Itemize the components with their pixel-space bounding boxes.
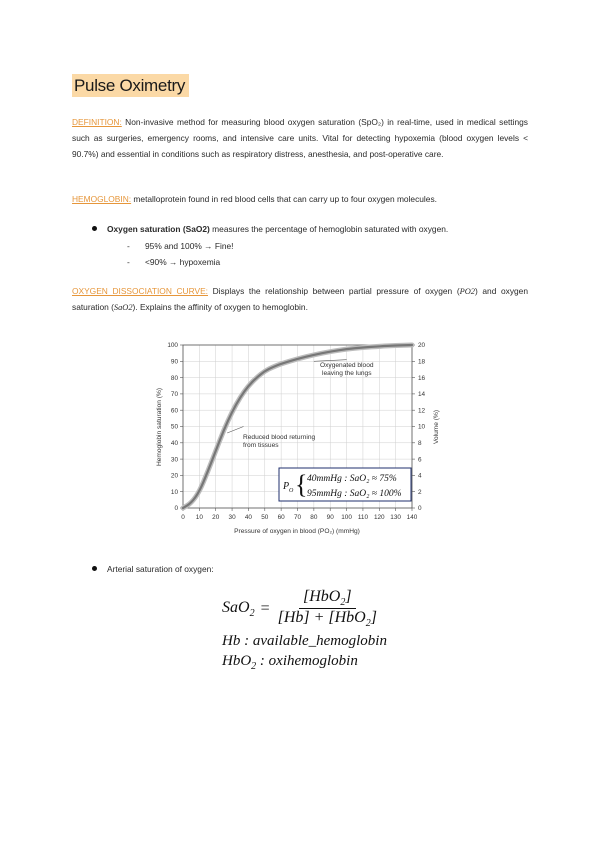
annotation-oxygenated-1: Oxygenated blood	[320, 362, 374, 369]
y2-tick-label: 4	[418, 472, 422, 480]
saturation-sub-1-text: 95% and 100% → Fine!	[145, 241, 234, 251]
saturation-sub-1: - 95% and 100% → Fine!	[127, 241, 234, 251]
inset-line-1: 40mmHg : SaO₂ ≈ 75%	[307, 474, 397, 484]
y-tick-label: 0	[174, 505, 178, 513]
odc-po2: PO2	[459, 287, 475, 296]
x-tick-label: 140	[406, 514, 418, 521]
definition-paragraph	[72, 115, 528, 162]
x-tick-label: 110	[357, 514, 369, 521]
hemoglobin-text: metalloprotein found in red blood cells that can carry up to four oxygen molecules.	[131, 194, 437, 204]
y2-tick-label: 8	[418, 440, 422, 447]
y2-tick-label: 18	[418, 358, 426, 366]
formula-fraction	[276, 588, 379, 629]
x-tick-label: 120	[373, 514, 385, 521]
formula-line-1: SaO$_2$ = [HbO$_2$] [Hb] + [HbO$_2$]	[222, 588, 377, 630]
x-tick-label: 10	[195, 514, 203, 521]
y-tick-label: 70	[170, 391, 178, 399]
formula-lhs: SaO$_2$	[222, 598, 255, 619]
saturation-bullet	[92, 224, 448, 234]
x-tick-label: 40	[244, 514, 252, 521]
x-axis-label: Pressure of oxygen in blood (PO₂) (mmHg)	[234, 528, 360, 535]
x-tick-label: 50	[261, 514, 269, 521]
formula-numerator: [HbO$_2$]	[299, 588, 356, 609]
sao2-formula	[222, 588, 387, 672]
bullet-dot	[92, 226, 97, 231]
annotation-reduced-1: Reduced blood returning	[243, 434, 316, 441]
x-tick-label: 70	[293, 514, 302, 521]
x-tick-label: 100	[341, 514, 352, 521]
bullet-dot	[92, 566, 97, 571]
y2-tick-label: 6	[418, 456, 422, 464]
y-tick-label: 80	[170, 374, 178, 382]
odc-text-1: Displays the relationship between partial pressure of oxygen (	[208, 286, 460, 296]
x-tick-label: 60	[277, 514, 285, 521]
page-title: Pulse Oximetry	[72, 74, 189, 97]
y2-tick-label: 12	[418, 407, 426, 415]
hemoglobin-label: HEMOGLOBIN:	[72, 194, 132, 204]
x-tick-label: 80	[310, 514, 318, 521]
odc-label: OXYGEN DISSOCIATION CURVE:	[72, 286, 208, 296]
y2-axis-label: Volume (%)	[433, 409, 440, 445]
y2-tick-label: 20	[418, 342, 426, 350]
odc-text-2: ) and oxygen saturation (	[72, 286, 528, 312]
y-tick-label: 30	[170, 456, 178, 464]
hemoglobin-paragraph	[72, 192, 528, 208]
x-tick-label: 0	[181, 514, 185, 521]
inset-brace: {	[295, 470, 308, 499]
y-tick-label: 10	[170, 488, 178, 496]
formula-line-3: HbO$_2$ : oxihemoglobin	[222, 653, 358, 673]
odc-sao2: SaO2	[113, 302, 133, 312]
y-tick-label: 60	[170, 407, 178, 415]
odc-paragraph	[72, 284, 528, 316]
definition-label: DEFINITION:	[72, 117, 122, 127]
arterial-bullet	[92, 564, 214, 574]
saturation-sub-2-text: <90% → hypoxemia	[145, 257, 221, 267]
saturation-rest: measures the percentage of hemoglobin saturated with oxygen.	[209, 224, 449, 234]
formula-denominator: [Hb] + [HbO$_2$]	[277, 609, 377, 630]
y2-tick-label: 16	[418, 374, 426, 382]
x-tick-label: 130	[390, 514, 401, 521]
y-tick-label: 40	[170, 440, 178, 447]
reduced-pointer	[227, 427, 243, 434]
y-tick-label: 100	[167, 342, 178, 350]
x-tick-label: 90	[326, 514, 334, 521]
page-title-wrap	[72, 74, 189, 97]
x-tick-label: 20	[212, 514, 220, 521]
saturation-sub-2: - <90% → hypoxemia	[127, 257, 221, 267]
inset-line-2: 95mmHg : SaO₂ ≈ 100%	[307, 489, 402, 499]
annotation-oxygenated-2: leaving the lungs	[322, 370, 372, 377]
y2-tick-label: 10	[418, 423, 426, 431]
x-tick-label: 30	[228, 514, 236, 521]
inset-label: P	[283, 481, 290, 492]
y2-tick-label: 14	[418, 391, 426, 399]
formula-line-2: Hb : available_hemoglobin	[222, 633, 387, 650]
y2-tick-label: 2	[418, 488, 422, 496]
y2-tick-label: 0	[418, 505, 422, 513]
definition-text: Non-invasive method for measuring blood oxygen saturation (SpO₂) in real-time, used in medical settings such as surgeries, emergency rooms, and intensive care units. Vital for detecting hypoxemia (blood oxygen levels < 90.7%) and essential in conditions such as respiratory distress, anesthesia, and post-operative care.	[72, 117, 528, 159]
annotation-reduced-2: from tissues	[243, 442, 279, 449]
arterial-bullet-text: Arterial saturation of oxygen:	[107, 564, 214, 574]
inset-label-sub: O	[289, 488, 294, 494]
y-axis-label: Hemoglobin saturation (%)	[156, 387, 163, 467]
saturation-bold: Oxygen saturation (SaO2)	[107, 224, 210, 234]
oxygen-dissociation-chart	[150, 335, 450, 540]
y-tick-label: 90	[170, 358, 178, 366]
y-tick-label: 50	[170, 423, 178, 431]
odc-text-3: ). Explains the affinity of oxygen to hemoglobin.	[132, 301, 308, 312]
y-tick-label: 20	[170, 472, 178, 480]
